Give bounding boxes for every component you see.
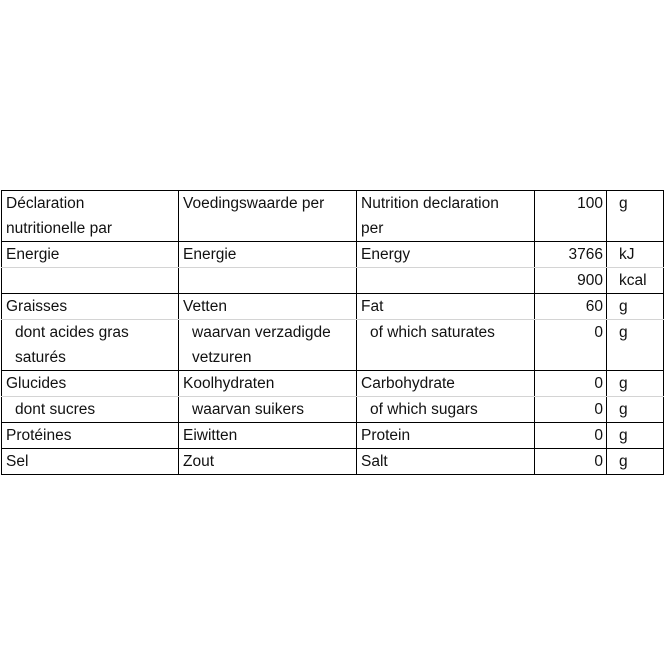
cell-nl: Energie: [179, 242, 357, 268]
header-value: 100: [535, 191, 607, 242]
cell-en: Energy: [357, 242, 535, 268]
table-row-protein: [2, 423, 664, 449]
cell-fr: Glucides: [2, 371, 179, 397]
cell-fr: Sel: [2, 449, 179, 475]
cell-value: 0: [535, 320, 607, 371]
cell-fr: dont acides gras saturés: [2, 320, 179, 371]
nutrition-table-container: [1, 190, 663, 475]
cell-en: of which sugars: [357, 397, 535, 423]
cell-value: 900: [535, 268, 607, 294]
cell-fr: Graisses: [2, 294, 179, 320]
cell-en: Fat: [357, 294, 535, 320]
cell-unit: kcal: [607, 268, 664, 294]
cell-unit: kJ: [607, 242, 664, 268]
table-row-energy-kj: [2, 242, 664, 268]
cell-nl: Vetten: [179, 294, 357, 320]
header-fr: Déclaration nutritionelle par: [2, 191, 179, 242]
cell-en: [357, 268, 535, 294]
table-row-carbohydrate: [2, 371, 664, 397]
cell-nl: Eiwitten: [179, 423, 357, 449]
cell-nl: Zout: [179, 449, 357, 475]
cell-nl: [179, 268, 357, 294]
cell-fr: dont sucres: [2, 397, 179, 423]
cell-fr: Energie: [2, 242, 179, 268]
cell-unit: g: [607, 397, 664, 423]
table-row-saturates: [2, 320, 664, 371]
cell-unit: g: [607, 320, 664, 371]
cell-en: of which saturates: [357, 320, 535, 371]
nutrition-table: [1, 190, 664, 475]
cell-value: 0: [535, 371, 607, 397]
cell-en: Carbohydrate: [357, 371, 535, 397]
header-row: [2, 191, 664, 242]
cell-nl: Koolhydraten: [179, 371, 357, 397]
table-row-fat: [2, 294, 664, 320]
cell-fr: Protéines: [2, 423, 179, 449]
cell-unit: g: [607, 371, 664, 397]
header-unit: g: [607, 191, 664, 242]
cell-value: 0: [535, 423, 607, 449]
table-row-salt: [2, 449, 664, 475]
header-nl: Voedingswaarde per: [179, 191, 357, 242]
table-row-sugars: [2, 397, 664, 423]
cell-nl: waarvan verzadigde vetzuren: [179, 320, 357, 371]
cell-unit: g: [607, 449, 664, 475]
cell-value: 3766: [535, 242, 607, 268]
cell-unit: g: [607, 423, 664, 449]
cell-value: 0: [535, 449, 607, 475]
cell-unit: g: [607, 294, 664, 320]
cell-value: 0: [535, 397, 607, 423]
cell-nl: waarvan suikers: [179, 397, 357, 423]
cell-en: Salt: [357, 449, 535, 475]
cell-en: Protein: [357, 423, 535, 449]
cell-fr: [2, 268, 179, 294]
cell-value: 60: [535, 294, 607, 320]
header-en: Nutrition declaration per: [357, 191, 535, 242]
table-row-energy-kcal: [2, 268, 664, 294]
